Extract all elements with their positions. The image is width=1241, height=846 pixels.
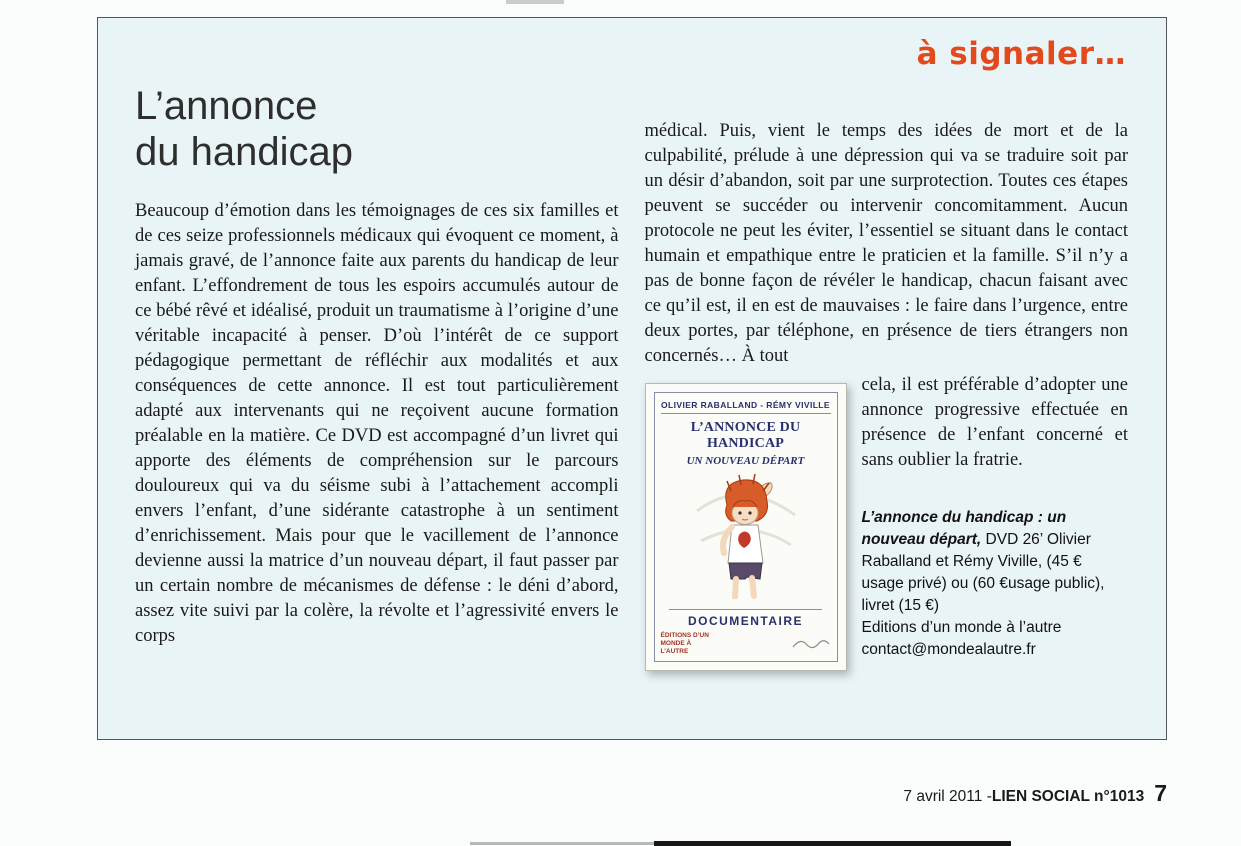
caption-details: DVD 26’ Olivier Raballand et Rémy Viville, (45 € usage privé) ou (60 €usage public), livret (15 €) <box>861 530 1105 614</box>
dvd-cover-subtitle: UN NOUVEAU DÉPART <box>686 454 805 467</box>
dvd-cover-title: L’ANNONCE DU HANDICAP <box>690 419 801 451</box>
caption-title: L’annonce du handicap : un nouveau départ, <box>861 508 1067 548</box>
article-title-line2: du handicap <box>135 130 353 175</box>
girl-illustration-icon <box>687 471 805 599</box>
media-row <box>645 373 1129 671</box>
article-body-col2: médical. Puis, vient le temps des idées de mort et de la culpabilité, prélude à une dépression qui va se traduire soit par un désir d’abandon, soit par une surprotection. Toutes ces étapes peuvent se succéder ou intervenir concomitamment. Aucun protocole ne peut les éviter, l’essentiel se situant dans le contact humain et empathique entre le praticien et la famille. S’il n’y a pas de bonne façon de révéler le handicap, chacun faisant avec ce qu’il est, il en est de mauvaises : le faire dans l’urgence, entre deux portes, par téléphone, en présence de tiers étrangers non concernés… À tout <box>644 121 1128 366</box>
page-footer <box>903 780 1167 807</box>
article-title-line1: L’annonce <box>135 84 318 129</box>
dvd-cover-genre: DOCUMENTAIRE <box>669 609 822 628</box>
footer-page-number: 7 <box>1154 780 1167 806</box>
wrap-column <box>862 373 1129 671</box>
footer-magazine-name: LIEN SOCIAL n°1013 <box>991 788 1145 805</box>
dvd-cover-image <box>645 383 847 671</box>
signature-scribble-icon <box>791 635 831 653</box>
article-title <box>135 83 619 175</box>
column-right <box>645 79 1129 671</box>
dvd-caption <box>862 507 1129 661</box>
dvd-cover-frame <box>654 392 838 662</box>
column-left <box>135 79 619 671</box>
scan-artifact-top-mark <box>506 0 564 4</box>
footer-date: 7 avril 2011 - <box>903 788 992 805</box>
scan-artifact-dark-bar <box>654 841 1011 846</box>
article-panel <box>97 17 1167 740</box>
article-body-wrap: cela, il est préférable d’adopter une annonce progressive effectuée en présence de l’enfant concerné et sans oublier la fratrie. <box>861 374 1128 470</box>
dvd-cover-bottom <box>661 632 831 656</box>
dvd-cover-illustration <box>687 471 805 604</box>
article-columns <box>135 79 1128 671</box>
caption-publisher: Editions d’un monde à l’autre <box>861 618 1062 636</box>
section-label: à signaler… <box>916 36 1126 72</box>
dvd-cover-authors: OLIVIER RABALLAND - RÉMY VIVILLE <box>661 400 831 414</box>
dvd-cover-publisher-logo: ÉDITIONS D’UN MONDE À L’AUTRE <box>660 631 709 655</box>
article-body-col1: Beaucoup d’émotion dans les témoignages de ces six familles et de ces seize professionnels médicaux qui évoquent ce moment, à jamais gravé, de l’annonce faite aux parents du handicap de leur enfant. L’effondrement de tous les espoirs accumulés autour de ce bébé rêvé et idéalisé, produit un traumatisme à l’origine d’une véritable incapacité à penser. D’où l’intérêt de ce support pédagogique permettant de réfléchir aux modalités et aux conséquences de cette annonce. Il est tout particulièrement adapté aux intervenants qui ne reçoivent aucune formation préalable en la matière. Ce DVD est accompagné d’un livret qui apporte des éléments de compréhension sur le parcours douloureux qui va du séisme subi à l’attachement accompli envers l’enfant, d’une sidérante catastrophe à un sentiment d’enrichissement. Mais pour que le vacillement de l’annonce devienne aussi la matrice d’un nouveau départ, il faut passer par un certain nombre de mécanismes de défense : le déni d’abord, assez vite suivi par la colère, la révolte et l’agressivité envers le corps <box>135 201 619 646</box>
caption-contact-email: contact@mondealautre.fr <box>861 640 1036 658</box>
scan-artifact-light-bar <box>470 842 654 845</box>
